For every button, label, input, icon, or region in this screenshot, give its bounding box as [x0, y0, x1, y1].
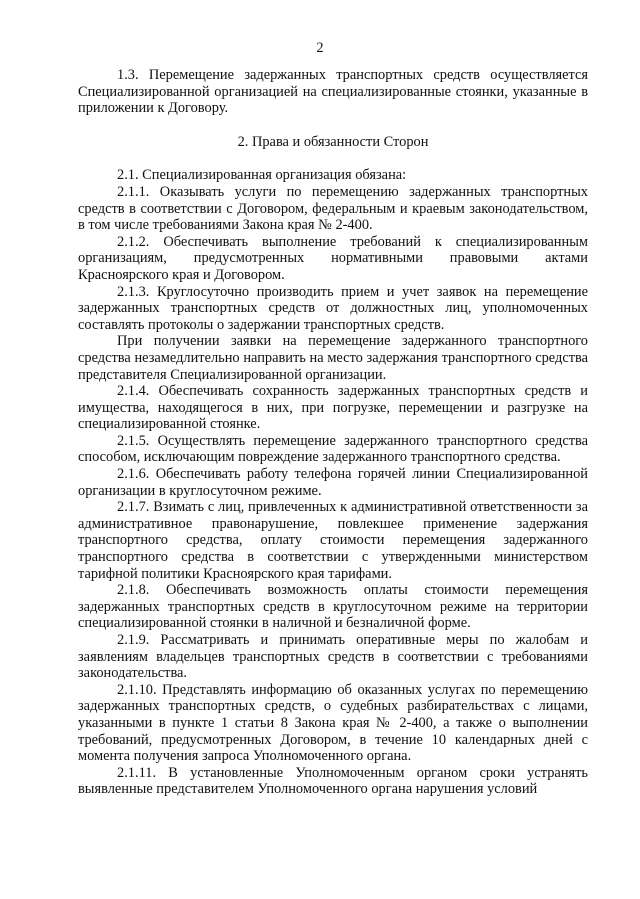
paragraph-2-1-9: 2.1.9. Рассматривать и принимать оперативные меры по жалобам и заявлениям владельцев транспортных средств в соответствии с требованиями законодательства.: [78, 632, 588, 682]
paragraph-2-1-8: 2.1.8. Обеспечивать возможность оплаты стоимости перемещения задержанных транспортных средств в круглосуточном режиме на территории специализированной стоянки в наличной и безналичной форме.: [78, 582, 588, 632]
paragraph-2-1-7: 2.1.7. Взимать с лиц, привлеченных к административной ответственности за административное правонарушение, повлекшее применение задержания транспортного средства, оплату стоимости перемещения задержанного транспортного средства в соответствии с утвержденными министерством тарифной политики Красноярского края тарифами.: [78, 499, 588, 582]
paragraph-2-1-6: 2.1.6. Обеспечивать работу телефона горячей линии Специализированной организации в круглосуточном режиме.: [78, 466, 588, 499]
paragraph-1-3: 1.3. Перемещение задержанных транспортных средств осуществляется Специализированной организацией на специализированные стоянки, указанные в приложении к Договору.: [78, 67, 588, 117]
paragraph-2-1-10: 2.1.10. Представлять информацию об оказанных услугах по перемещению задержанных транспортных средств, о судебных разбирательствах с лицами, указанными в пункте 1 статьи 8 Закона края № 2-400, а также о выполнении требований, предусмотренных Договором, в течение 10 календарных дней с момента получения запроса Уполномоченного органа.: [78, 681, 588, 765]
paragraph-2-1-3-continued: При получении заявки на перемещение задержанного транспортного средства незамедлительно направить на место задержания транспортного средства представителя Специализированной организации.: [78, 333, 588, 383]
document-body: [78, 67, 588, 798]
paragraph-2-1-2: 2.1.2. Обеспечивать выполнение требований к специализированным организациям, предусмотренных нормативными правовыми актами Красноярского края и Договором.: [78, 233, 588, 283]
paragraph-2-1-4: 2.1.4. Обеспечивать сохранность задержанных транспортных средств и имущества, находящегося в них, при погрузке, перемещении и разгрузке на специализированной стоянке.: [78, 383, 588, 433]
section-heading: 2. Права и обязанности Сторон: [237, 133, 429, 150]
page-number: 2: [316, 40, 324, 56]
paragraph-2-1-11: 2.1.11. В установленные Уполномоченным органом сроки устранять выявленные представителем Уполномоченного органа нарушения условий: [78, 764, 588, 798]
paragraph-2-1-1: 2.1.1. Оказывать услуги по перемещению задержанных транспортных средств в соответствии с Договором, федеральным и краевым законодательством, в том числе требованиями Закона края № 2-400.: [78, 183, 588, 234]
paragraph-2-1-5: 2.1.5. Осуществлять перемещение задержанного транспортного средства способом, исключающим повреждение задержанного транспортного средства.: [78, 432, 588, 466]
paragraph-2-1: 2.1. Специализированная организация обязана:: [117, 167, 407, 184]
paragraph-2-1-3: 2.1.3. Круглосуточно производить прием и учет заявок на перемещение задержанных транспортных средств от должностных лиц, уполномоченных составлять протоколы о задержании транспортных средств.: [78, 283, 588, 333]
